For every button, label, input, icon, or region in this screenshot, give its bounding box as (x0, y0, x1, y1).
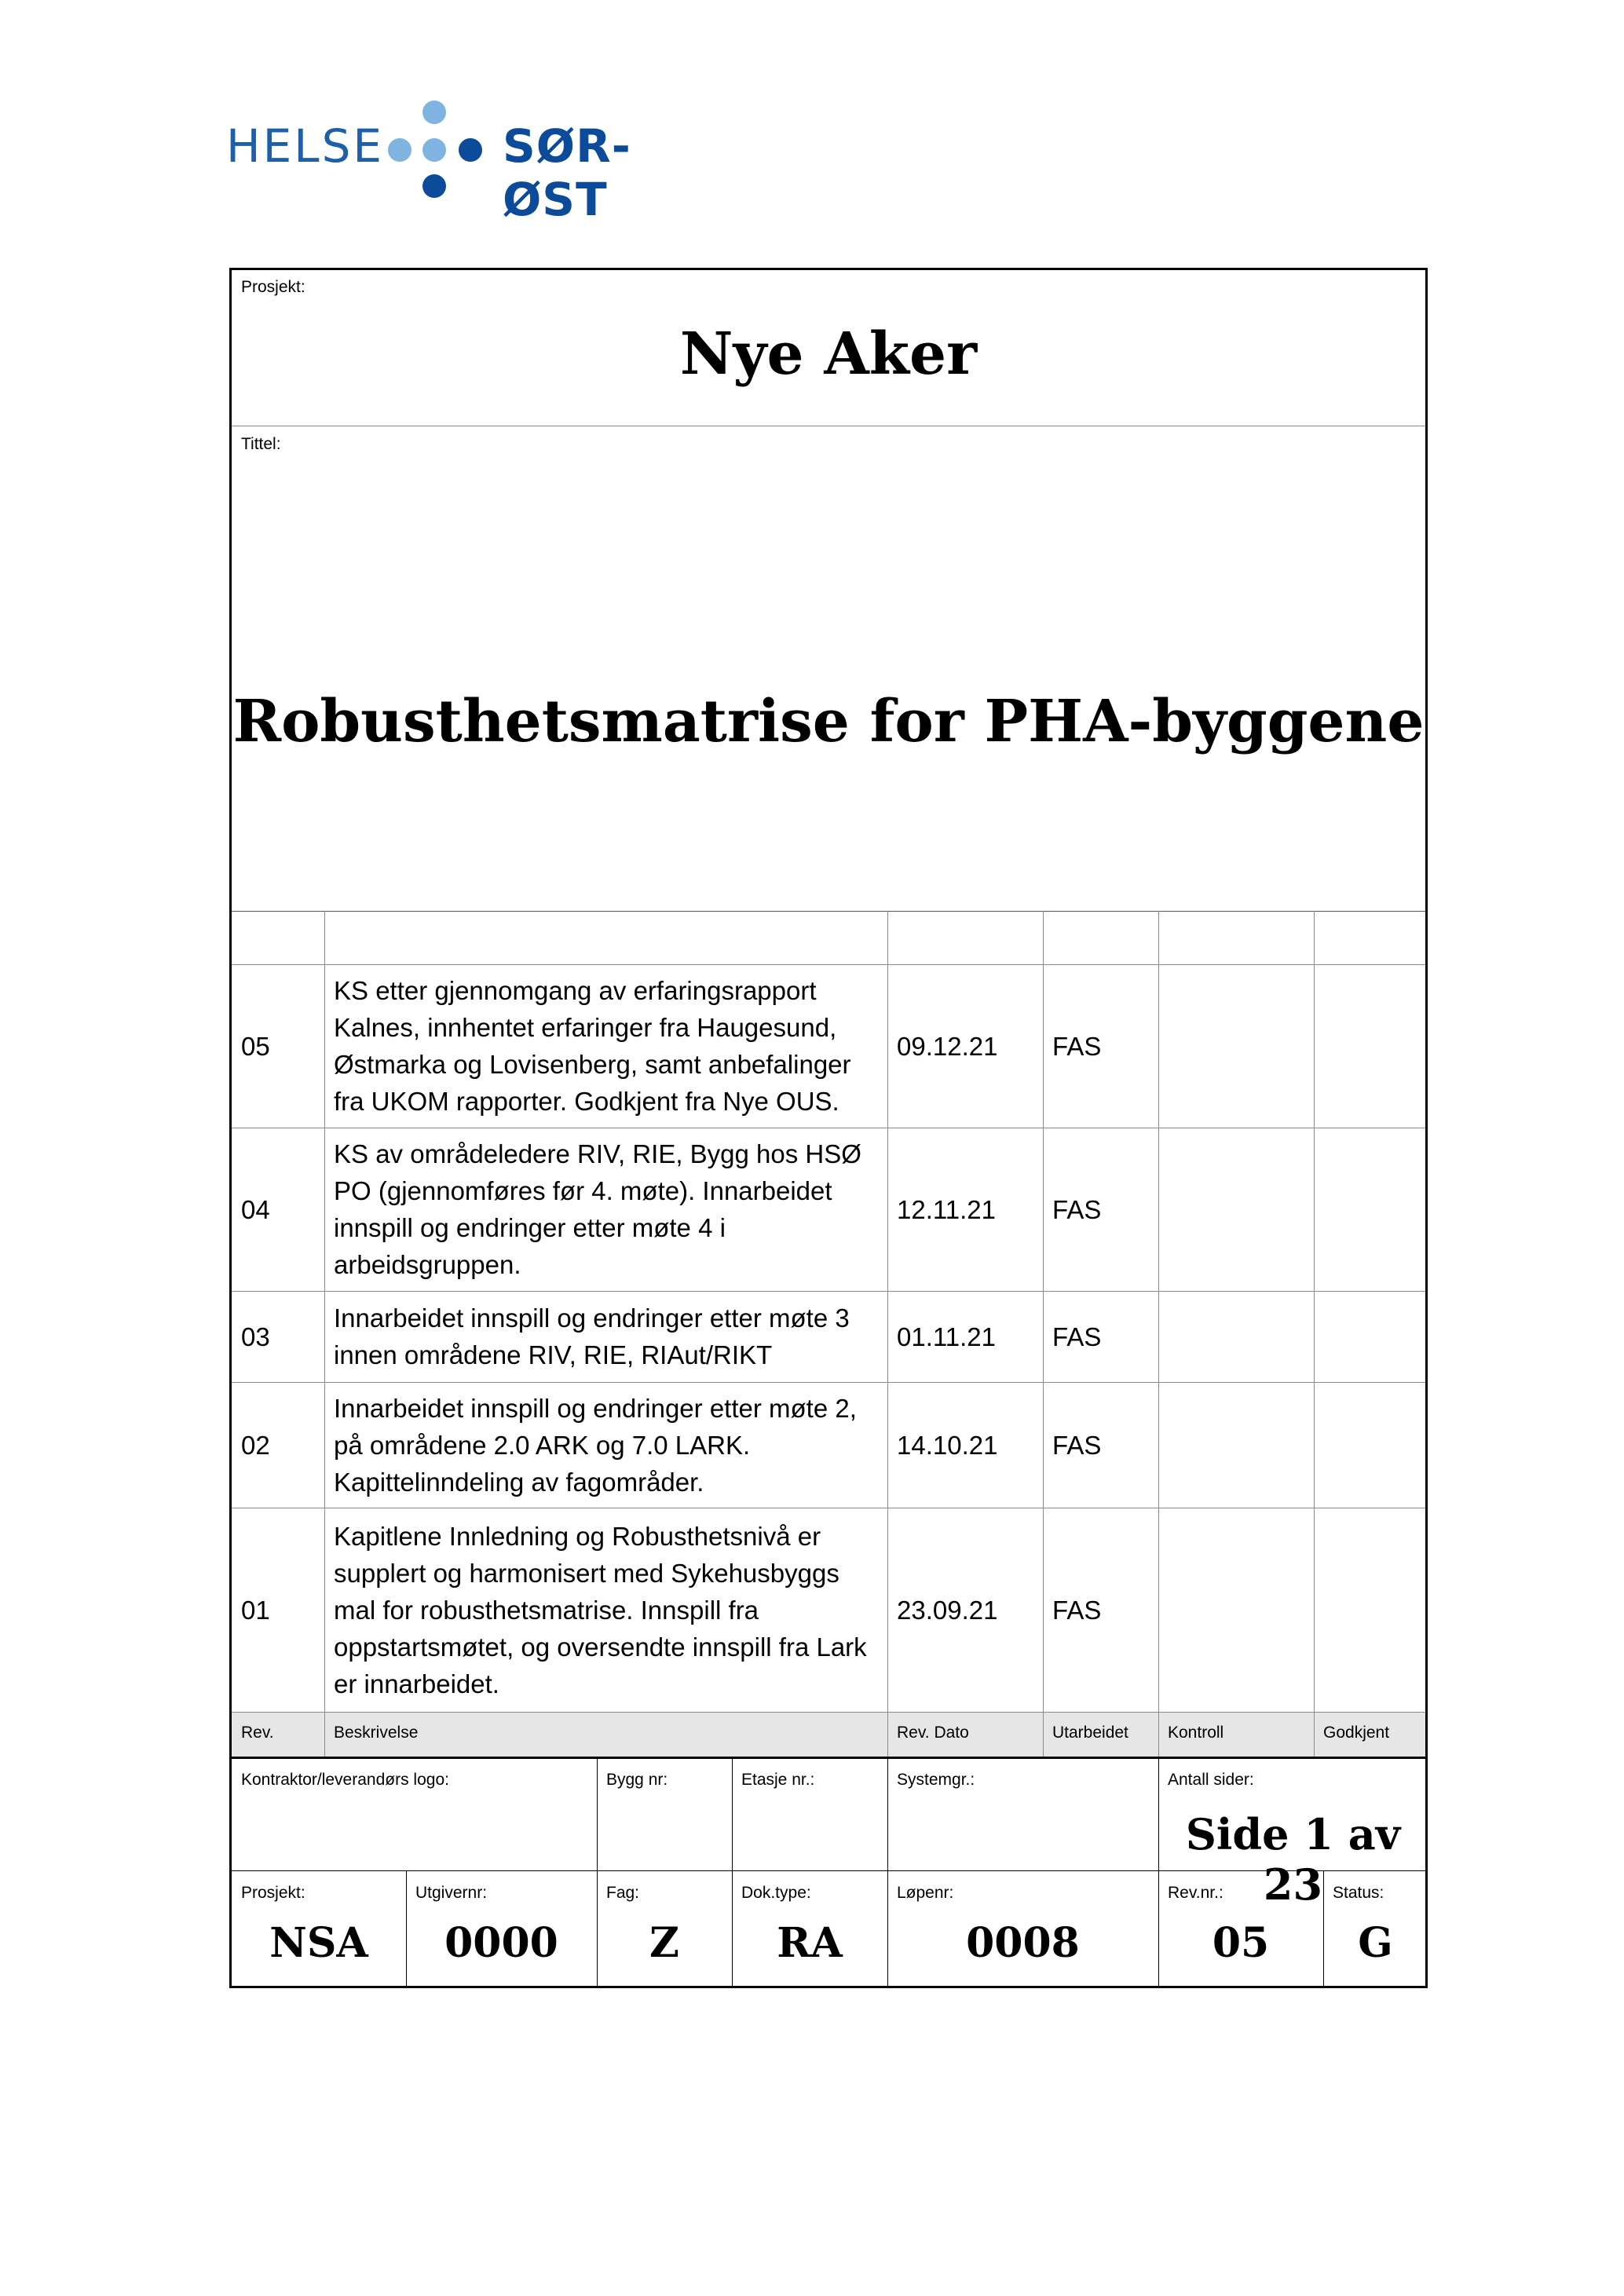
column-divider (1043, 911, 1044, 1757)
header-approved: Godkjent (1323, 1724, 1390, 1742)
revision-number: 01 (241, 1595, 270, 1625)
column-divider (887, 911, 888, 1757)
page-count: Side 1 av 23 (1185, 1809, 1401, 1910)
revision-number: 05 (241, 1031, 270, 1061)
publisher-number-label: Utgivernr: (415, 1884, 488, 1902)
contractor-logo-label: Kontraktor/leverandørs logo: (241, 1771, 449, 1789)
revision-prepared-by: FAS (1052, 1595, 1102, 1625)
revision-description: Innarbeidet innspill og endringer etter møte 2, på områdene 2.0 ARK og 7.0 LARK. Kapittelinndeling av fagområder. (334, 1393, 857, 1497)
divider (232, 911, 1425, 912)
column-divider (1314, 911, 1315, 1757)
building-number-label: Bygg nr: (606, 1771, 668, 1789)
project-code: NSA (269, 1919, 368, 1967)
divider (232, 1757, 1425, 1759)
header-rev: Rev. (241, 1724, 274, 1742)
revision-prepared-by: FAS (1052, 1430, 1102, 1460)
revision-prepared-by: FAS (1052, 1031, 1102, 1061)
title-sheet (229, 268, 1428, 1988)
document-type-code: RA (777, 1919, 843, 1967)
helse-sor-ost-logo (226, 94, 713, 226)
document-title: Robusthetsmatrise for PHA-byggene (232, 688, 1425, 755)
revision-date: 09.12.21 (897, 1031, 998, 1061)
document-type-label: Dok.type: (741, 1884, 811, 1902)
revision-date: 14.10.21 (897, 1430, 998, 1460)
logo-dot-left (388, 138, 411, 162)
discipline-code: Z (649, 1919, 679, 1967)
revision-description: Innarbeidet innspill og endringer etter møte 3 innen områdene RIV, RIE, RIAut/RIKT (334, 1303, 850, 1369)
revision-prepared-by: FAS (1052, 1322, 1102, 1351)
divider (232, 1870, 1425, 1871)
publisher-number: 0000 (444, 1919, 558, 1967)
header-prepared: Utarbeidet (1052, 1724, 1128, 1742)
header-checked: Kontroll (1168, 1724, 1224, 1742)
logo-dot-center (422, 138, 446, 162)
discipline-label: Fag: (606, 1884, 640, 1902)
project-name: Nye Aker (679, 320, 978, 388)
revision-date: 23.09.21 (897, 1595, 998, 1625)
project-label: Prosjekt: (241, 278, 305, 296)
revision-description: KS av områdeledere RIV, RIE, Bygg hos HSØ PO (gjennomføres før 4. møte). Innarbeidet innspill og endringer etter møte 4 i arbeidsgruppen. (334, 1139, 861, 1279)
revision-number: 02 (241, 1430, 270, 1460)
revision-description: KS etter gjennomgang av erfaringsrapport Kalnes, innhentet erfaringer fra Haugesund, Østmarka og Lovisenberg, samt anbefalinger fra UKOM rapporter. Godkjent fra Nye OUS. (334, 976, 851, 1116)
project-code-label: Prosjekt: (241, 1884, 305, 1902)
column-divider (324, 911, 325, 1757)
revision-code: 05 (1212, 1919, 1270, 1967)
revision-number: 03 (241, 1322, 270, 1351)
title-label: Tittel: (241, 435, 281, 453)
header-description: Beskrivelse (334, 1724, 419, 1742)
revision-number-label: Rev.nr.: (1168, 1884, 1223, 1902)
status-label: Status: (1333, 1884, 1384, 1902)
logo-dot-bottom (422, 174, 446, 198)
revision-date: 12.11.21 (897, 1194, 997, 1224)
system-group-label: Systemgr.: (897, 1771, 975, 1789)
page-count-label: Antall sider: (1168, 1771, 1254, 1789)
logo-dot-right (459, 138, 482, 162)
revision-date: 01.11.21 (897, 1322, 997, 1351)
divider (232, 1712, 1425, 1713)
status-code: G (1358, 1919, 1393, 1967)
column-divider (1158, 911, 1159, 1757)
logo-word-right: SØR-ØST (503, 119, 631, 226)
revision-prepared-by: FAS (1052, 1194, 1102, 1224)
floor-number-label: Etasje nr.: (741, 1771, 815, 1789)
logo-word-left: HELSE (226, 119, 385, 173)
logo-dot-top (422, 101, 446, 124)
revision-number: 04 (241, 1194, 270, 1224)
serial-number: 0008 (966, 1919, 1080, 1967)
revision-description: Kapitlene Innledning og Robusthetsnivå er supplert og harmonisert med Sykehusbyggs mal for robusthetsmatrise. Innspill fra oppstartsmøtet, og oversendte innspill fra Lark er innarbeidet. (334, 1521, 867, 1698)
serial-number-label: Løpenr: (897, 1884, 954, 1902)
header-rev-date: Rev. Dato (897, 1724, 969, 1742)
